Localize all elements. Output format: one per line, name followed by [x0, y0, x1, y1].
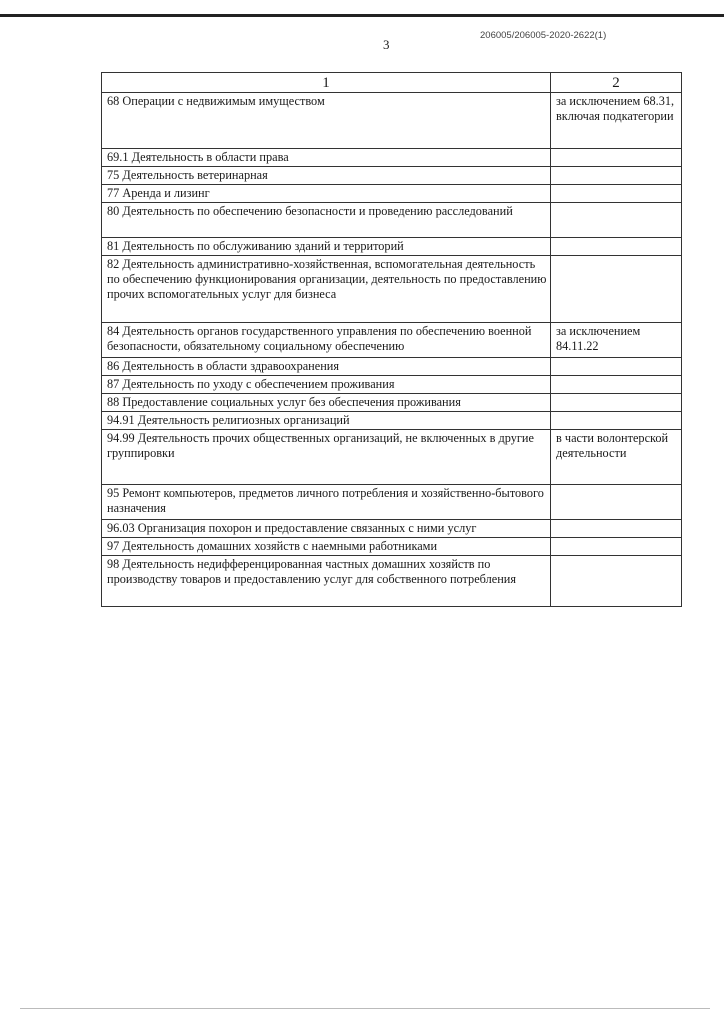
table-row	[102, 520, 682, 538]
note-cell	[551, 238, 682, 256]
activity-cell: 97 Деятельность домашних хозяйств с наемными работниками	[102, 538, 551, 556]
note-cell	[551, 376, 682, 394]
note-cell	[551, 485, 682, 520]
activity-cell: 84 Деятельность органов государственного управления по обеспечению военной безопасности, обязательному социальному обеспечению	[102, 323, 551, 358]
table-row	[102, 556, 682, 607]
table-row	[102, 538, 682, 556]
activity-cell: 87 Деятельность по уходу с обеспечением проживания	[102, 376, 551, 394]
activity-cell: 80 Деятельность по обеспечению безопасности и проведению расследований	[102, 203, 551, 238]
activity-cell: 82 Деятельность административно-хозяйственная, вспомогательная деятельность по обеспечению функционирования организации, деятельность по предоставлению прочих вспомогательных услуг для бизнеса	[102, 256, 551, 323]
table-row	[102, 394, 682, 412]
table-row	[102, 167, 682, 185]
activity-cell: 69.1 Деятельность в области права	[102, 149, 551, 167]
note-cell	[551, 412, 682, 430]
table-row	[102, 376, 682, 394]
activity-cell: 75 Деятельность ветеринарная	[102, 167, 551, 185]
table-row	[102, 93, 682, 149]
activity-cell: 81 Деятельность по обслуживанию зданий и территорий	[102, 238, 551, 256]
note-cell	[551, 185, 682, 203]
table-row	[102, 256, 682, 323]
table-row	[102, 203, 682, 238]
activity-cell: 94.91 Деятельность религиозных организаций	[102, 412, 551, 430]
note-cell	[551, 358, 682, 376]
table-row	[102, 430, 682, 485]
column-header-2: 2	[551, 73, 682, 93]
note-cell	[551, 149, 682, 167]
note-cell	[551, 556, 682, 607]
table-row	[102, 323, 682, 358]
note-cell	[551, 203, 682, 238]
table-header-row	[102, 73, 682, 93]
activity-cell: 88 Предоставление социальных услуг без обеспечения проживания	[102, 394, 551, 412]
table-row	[102, 149, 682, 167]
activity-cell: 98 Деятельность недифференцированная частных домашних хозяйств по производству товаров и предоставлению услуг для собственного потребления	[102, 556, 551, 607]
note-cell: в части волонтерской деятельности	[551, 430, 682, 485]
document-id: 206005/206005-2020-2622(1)	[480, 30, 607, 41]
bottom-scan-border	[20, 1008, 710, 1009]
table-row	[102, 485, 682, 520]
activity-cell: 94.99 Деятельность прочих общественных организаций, не включенных в другие группировки	[102, 430, 551, 485]
note-cell	[551, 167, 682, 185]
table-row	[102, 358, 682, 376]
table-row	[102, 185, 682, 203]
note-cell	[551, 256, 682, 323]
note-cell: за исключением 68.31, включая подкатегории	[551, 93, 682, 149]
note-cell: за исключением 84.11.22	[551, 323, 682, 358]
activity-cell: 77 Аренда и лизинг	[102, 185, 551, 203]
activity-cell: 95 Ремонт компьютеров, предметов личного потребления и хозяйственно-бытового назначения	[102, 485, 551, 520]
activity-cell: 68 Операции с недвижимым имуществом	[102, 93, 551, 149]
note-cell	[551, 538, 682, 556]
note-cell	[551, 394, 682, 412]
activity-cell: 96.03 Организация похорон и предоставление связанных с ними услуг	[102, 520, 551, 538]
page-number: 3	[383, 37, 390, 52]
table-row	[102, 412, 682, 430]
activity-cell: 86 Деятельность в области здравоохранения	[102, 358, 551, 376]
top-scan-border	[0, 14, 724, 17]
activity-table	[101, 72, 682, 607]
table-row	[102, 238, 682, 256]
note-cell	[551, 520, 682, 538]
column-header-1: 1	[102, 73, 551, 93]
